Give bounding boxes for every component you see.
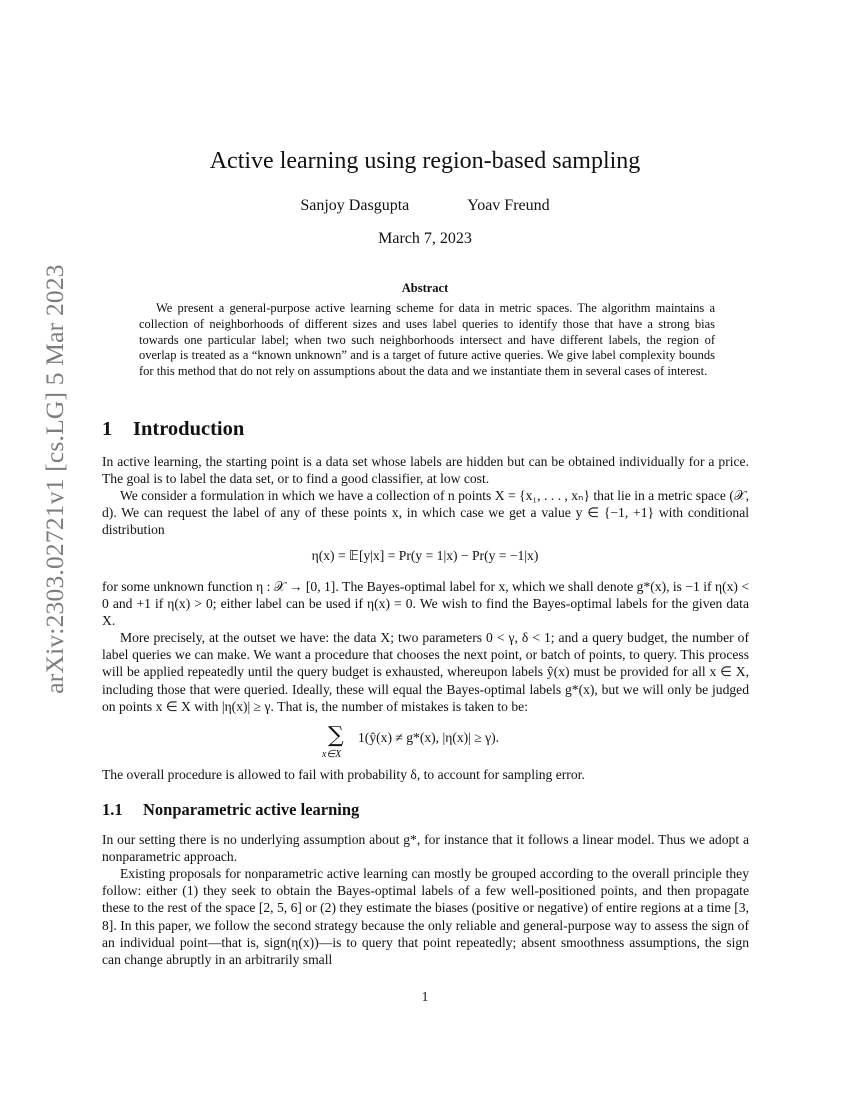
subsection-title: Nonparametric active learning [143,800,360,819]
arxiv-stamp [37,264,73,694]
author-list [0,197,850,215]
sum-symbol: ∑ [328,723,344,748]
summation-equation [322,719,542,767]
abstract-heading: Abstract [401,281,449,295]
paper-date: March 7, 2023 [378,230,472,247]
subsection-number: 1.1 [102,800,123,819]
paper-title: Active learning using region-based sampling [209,148,641,174]
author-name: Yoav Freund [467,197,550,214]
paragraph: The overall procedure is allowed to fail with probability δ, to account for sampling error. [102,767,585,782]
section-title: Introduction [133,418,245,440]
sum-subscript: x∈X [322,749,342,760]
section-number: 1 [102,418,113,440]
arxiv-id: arXiv:2303.02721v1 [cs.LG] 5 Mar 2023 [40,264,69,694]
page-number: 1 [421,989,429,1004]
equation: η(x) = 𝔼[y|x] = Pr(y = 1|x) − Pr(y = −1|x) [311,548,539,563]
paragraph: In active learning, the starting point is a data set whose labels are hidden but can be obtained individually for a price. The goal is to label the data set, or to find a good classifier, at low cost. [102,454,749,487]
paragraph: for some unknown function η : 𝒳 → [0, 1]. The Bayes-optimal label for x, which we shall denote g*(x), is −1 if η(x) < 0 and +1 if η(x) > 0; either label can be used if η(x) = 0. We wish to find the Bayes-optimal labels for the given data X. [102,579,749,629]
paragraph: We consider a formulation in which we have a collection of n points X = {x₁, . . . , xₙ} that lie in a metric space (𝒳, d). We can request the label of any of these points x, in which case we get a value y ∈ {−1, +1} with conditional distribution [102,488,749,538]
sum-expression: 1(ŷ(x) ≠ g*(x), |η(x)| ≥ γ). [358,730,500,745]
abstract-text: We present a general-purpose active learning scheme for data in metric spaces. The algorithm maintains a collection of neighborhoods of different sizes and uses label queries to identify those that have a strong bias towards one particular label; when two such neighborhoods intersect and have different labels, the region of overlap is treated as a “known unknown” and is a target of future active queries. We give label complexity bounds for this method that do not rely on assumptions about the data and we instantiate them in several cases of interest. [139,301,715,379]
paragraph: In our setting there is no underlying assumption about g*, for instance that it follows a linear model. Thus we adopt a nonparametric approach. [102,832,749,865]
section-heading [102,418,244,441]
paragraph: Existing proposals for nonparametric active learning can mostly be grouped according to the overall principle they follow: either (1) they seek to obtain the Bayes-optimal labels of a few well-positioned points, and then propagate these to the rest of the space [2, 5, 6] or (2) they estimate the biases (positive or negative) of entire regions at a time [3, 8]. In this paper, we follow the second strategy because the only reliable and general-purpose way to assess the sign of an individual point—that is, sign(η(x))—is to query that point repeatedly; absent smoothness assumptions, the sign can change abruptly in an arbitrarily small [102,866,749,968]
paragraph: More precisely, at the outset we have: the data X; two parameters 0 < γ, δ < 1; and a query budget, the number of label queries we can make. We want a procedure that chooses the next point, or batch of points, to query. This process will be applied repeatedly until the query budget is exhausted, whereupon labels ŷ(x) must be provided for all x ∈ X, including those that were queried. Ideally, these will equal the Bayes-optimal labels g*(x), but we will only be judged on points x ∈ X with |η(x)| ≥ γ. That is, the number of mistakes is taken to be: [102,630,749,714]
author-name: Sanjoy Dasgupta [300,197,410,214]
subsection-heading [102,800,359,820]
